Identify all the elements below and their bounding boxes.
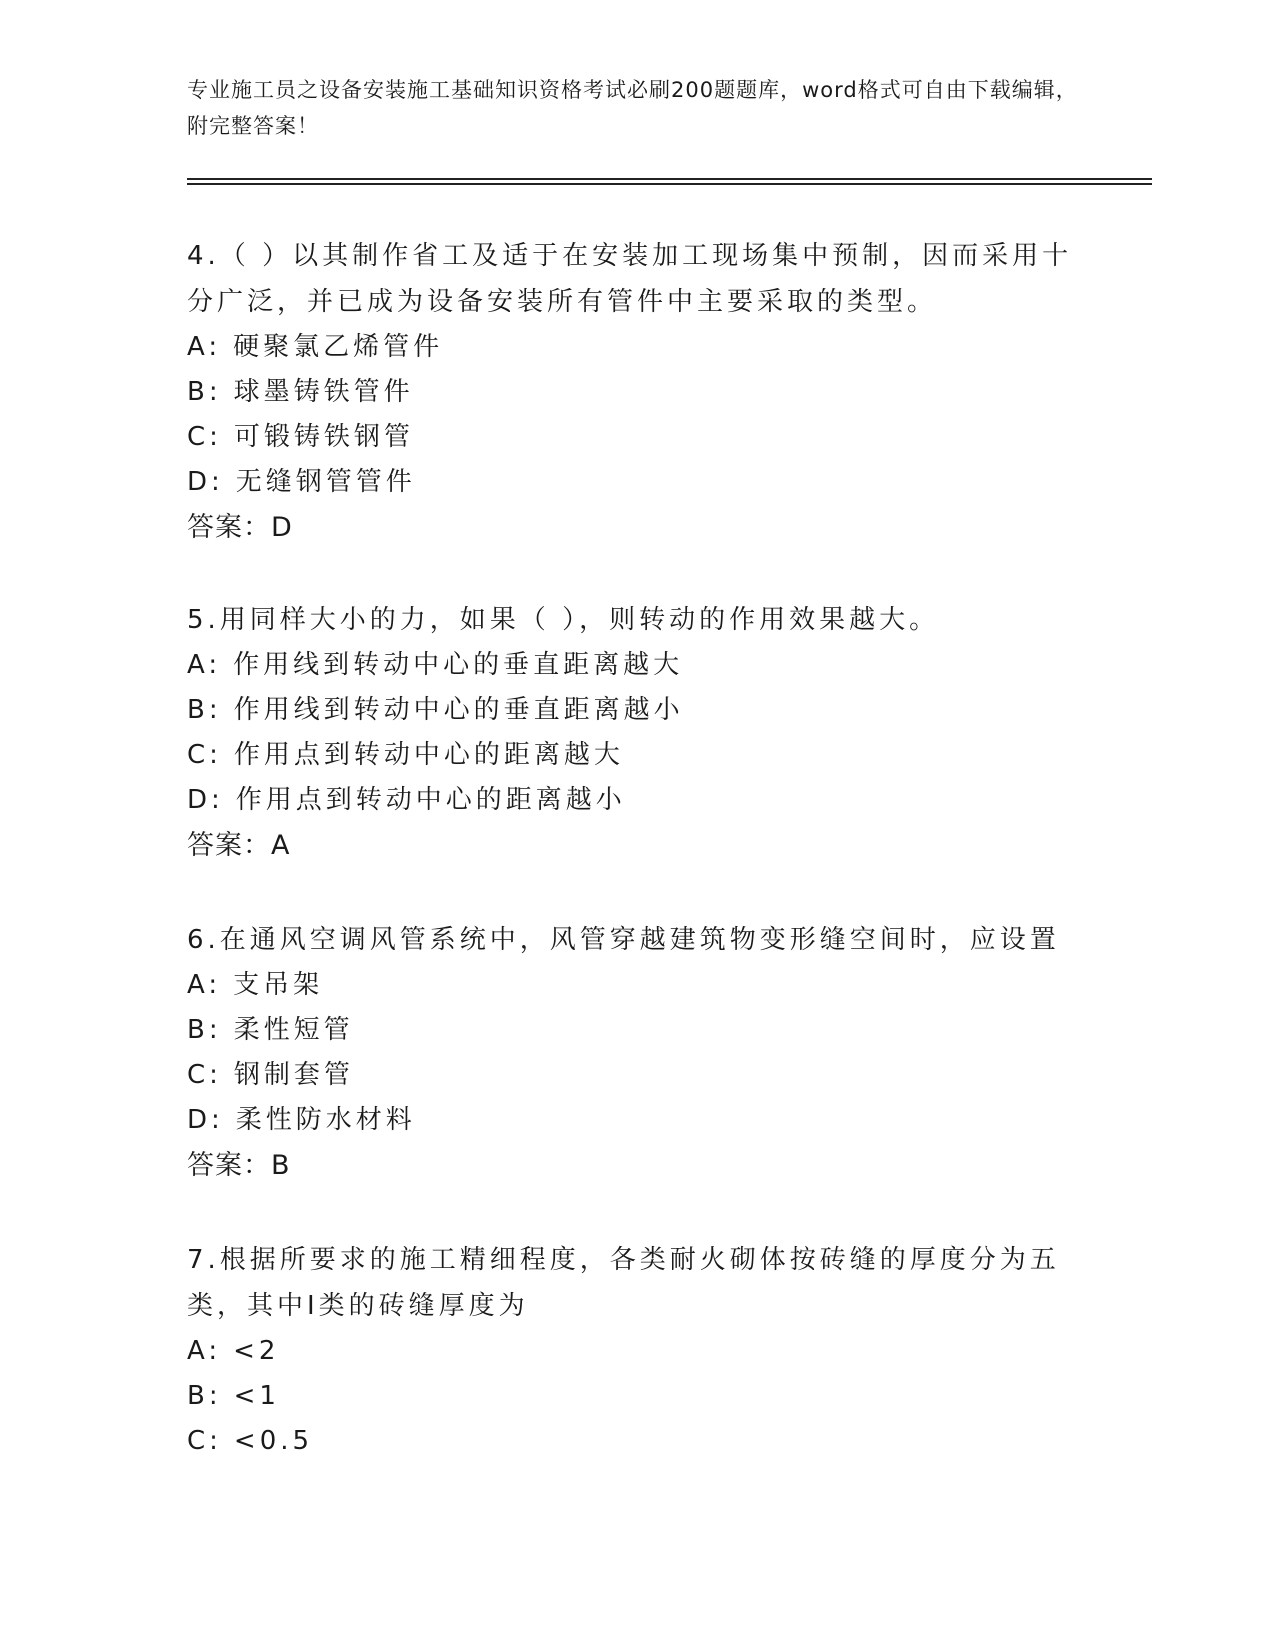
answer-label: 答案：A: [187, 830, 291, 861]
option-text: 可锻铸铁钢管: [233, 422, 414, 452]
question-4: [187, 233, 1087, 551]
option-text: 作用点到转动中心的距离越大: [233, 740, 624, 770]
option-c: [187, 415, 1087, 460]
question-stem: 4.（ ）以其制作省工及适于在安装加工现场集中预制，因而采用十分广泛，并已成为设备安装所有管件中主要采取的类型。: [187, 241, 1073, 317]
header-divider-bottom: [187, 183, 1152, 185]
option-letter: C:: [187, 1060, 222, 1090]
option-text: 钢制套管: [233, 1060, 354, 1090]
option-text: 硬聚氯乙烯管件: [233, 332, 444, 362]
option-d: [187, 1098, 1087, 1143]
question-7: [187, 1237, 1087, 1464]
option-letter: A:: [187, 1336, 222, 1366]
option-c: [187, 1053, 1087, 1098]
answer-label: 答案：B: [187, 1150, 291, 1181]
option-letter: A:: [187, 650, 222, 680]
option-text: 作用线到转动中心的垂直距离越大: [233, 650, 684, 680]
option-letter: D:: [187, 1105, 224, 1135]
option-a: [187, 1329, 1087, 1374]
option-c: [187, 1419, 1087, 1464]
option-c: [187, 733, 1087, 778]
option-b: [187, 1374, 1087, 1419]
header-divider-top: [187, 178, 1152, 180]
option-d: [187, 460, 1087, 505]
option-text: 作用线到转动中心的垂直距离越小: [233, 695, 684, 725]
option-text: <2: [233, 1336, 280, 1366]
question-stem: 7.根据所要求的施工精细程度，各类耐火砌体按砖缝的厚度分为五类，其中Ⅰ类的砖缝厚度为: [187, 1245, 1060, 1321]
option-text: 柔性短管: [233, 1015, 354, 1045]
option-text: 球墨铸铁管件: [233, 377, 414, 407]
question-5: [187, 597, 1087, 869]
option-d: [187, 778, 1087, 823]
option-a: [187, 643, 1087, 688]
option-letter: D:: [187, 467, 224, 497]
option-letter: B:: [187, 695, 222, 725]
answer-label: 答案：D: [187, 512, 293, 543]
option-letter: C:: [187, 1426, 222, 1456]
option-b: [187, 688, 1087, 733]
option-letter: B:: [187, 1015, 222, 1045]
option-a: [187, 325, 1087, 370]
option-letter: B:: [187, 1381, 222, 1411]
option-text: <1: [233, 1381, 280, 1411]
option-letter: A:: [187, 332, 222, 362]
option-letter: A:: [187, 970, 222, 1000]
question-6: [187, 917, 1087, 1189]
question-stem: 6.在通风空调风管系统中，风管穿越建筑物变形缝空间时，应设置: [187, 925, 1060, 955]
option-letter: B:: [187, 377, 222, 407]
option-text: 作用点到转动中心的距离越小: [235, 785, 626, 815]
option-text: 无缝钢管管件: [235, 467, 416, 497]
option-b: [187, 370, 1087, 415]
option-text: <0.5: [233, 1426, 314, 1456]
option-text: 柔性防水材料: [235, 1105, 416, 1135]
option-a: [187, 963, 1087, 1008]
option-letter: D:: [187, 785, 224, 815]
option-letter: C:: [187, 422, 222, 452]
question-stem: 5.用同样大小的力，如果（ ），则转动的作用效果越大。: [187, 605, 940, 635]
document-title: 专业施工员之设备安装施工基础知识资格考试必刷200题题库，word格式可自由下载编辑，附完整答案！: [187, 78, 1078, 138]
option-letter: C:: [187, 740, 222, 770]
option-text: 支吊架: [233, 970, 324, 1000]
option-b: [187, 1008, 1087, 1053]
